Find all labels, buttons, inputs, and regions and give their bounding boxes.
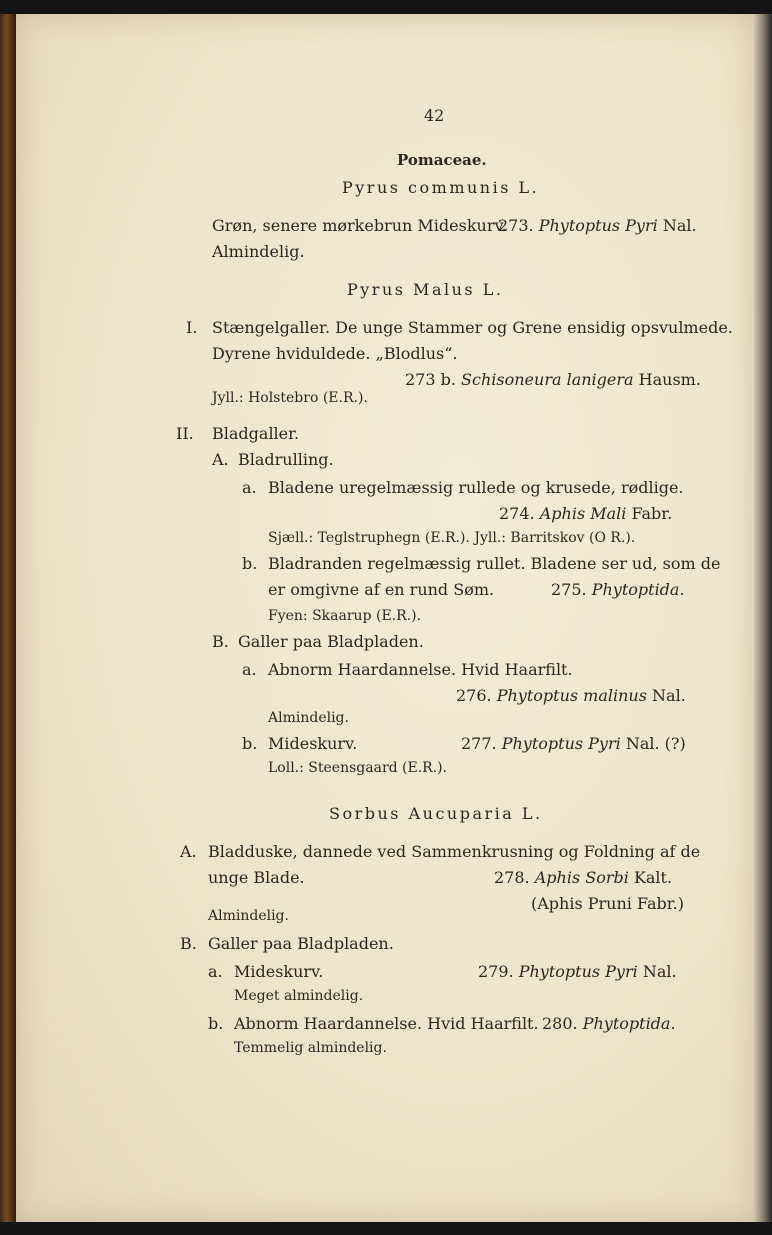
page-number: 42	[424, 106, 445, 125]
leaf-blade-galls-text: Galler paa Bladpladen.	[208, 934, 394, 953]
item-entry: 277. Phytoptus Pyri Nal. (?)	[461, 734, 686, 753]
leaf-tuft-entry: 278. Aphis Sorbi Kalt.	[494, 868, 673, 887]
leaf-blade-galls-text: Galler paa Bladpladen.	[238, 632, 424, 651]
pyrus-malus-heading: Pyrus Malus L.	[347, 280, 504, 299]
item-text: Bladene uregelmæssig rullede og krusede, rødlige.	[268, 478, 684, 497]
leaf-galls-text: Bladgaller.	[212, 424, 300, 443]
item-frequency: Temmelig almindelig.	[234, 1040, 387, 1056]
subsection-label: A.	[212, 450, 229, 469]
item-locality: Fyen: Skaarup (E.R.).	[268, 608, 422, 624]
item-label: a.	[242, 478, 257, 497]
sorbus-heading: Sorbus Aucuparia L.	[329, 804, 543, 823]
item-text-2: er omgivne af en rund Søm.	[268, 580, 495, 599]
item-locality: Loll.: Steensgaard (E.R.).	[268, 760, 448, 776]
item-label: b.	[208, 1014, 224, 1033]
item-text: Abnorm Haardannelse. Hvid Haarfilt.	[268, 660, 573, 679]
item-locality: Sjæll.: Teglstruphegn (E.R.). Jyll.: Barritskov (O R.).	[268, 530, 636, 546]
stem-galls-locality: Jyll.: Holstebro (E.R.).	[212, 390, 368, 406]
item-frequency: Almindelig.	[268, 710, 349, 726]
book-binding	[0, 14, 16, 1222]
pyrus-communis-entry: 273. Phytoptus Pyri Nal.	[498, 216, 697, 235]
subsection-label: A.	[180, 842, 197, 861]
item-text: Mideskurv.	[234, 962, 324, 981]
leaf-tuft-frequency: Almindelig.	[208, 908, 289, 924]
stem-galls-entry: 273 b. Schisoneura lanigera Hausm.	[405, 370, 701, 389]
section-numeral: II.	[176, 424, 194, 443]
item-entry: 280. Phytoptida.	[542, 1014, 676, 1033]
item-frequency: Meget almindelig.	[234, 988, 364, 1004]
page-edge	[754, 14, 772, 1222]
item-label: a.	[242, 660, 257, 679]
pyrus-communis-heading: Pyrus communis L.	[342, 178, 540, 197]
pyrus-communis-description: Grøn, senere mørkebrun Mideskurv.	[212, 216, 507, 235]
item-text: Mideskurv.	[268, 734, 358, 753]
leaf-tuft-synonym: (Aphis Pruni Fabr.)	[531, 894, 684, 913]
stem-galls-text: Stængelgaller. De unge Stammer og Grene ensidig opsvulmede.	[212, 318, 733, 337]
item-entry: 279. Phytoptus Pyri Nal.	[478, 962, 677, 981]
book-page	[16, 14, 754, 1222]
subsection-label: B.	[180, 934, 197, 953]
item-entry: 274. Aphis Mali Fabr.	[499, 504, 673, 523]
item-label: b.	[242, 734, 258, 753]
section-numeral: I.	[186, 318, 198, 337]
stem-galls-text-2: Dyrene hviduldede. „Blodlus“.	[212, 344, 458, 363]
item-entry: 275. Phytoptida.	[551, 580, 685, 599]
item-entry: 276. Phytoptus malinus Nal.	[456, 686, 686, 705]
item-label: b.	[242, 554, 258, 573]
item-text: Abnorm Haardannelse. Hvid Haarfilt.	[234, 1014, 539, 1033]
item-text: Bladranden regelmæssig rullet. Bladene ser ud, som de	[268, 554, 721, 573]
pyrus-communis-frequency: Almindelig.	[212, 242, 305, 261]
leaf-tuft-text: Bladduske, dannede ved Sammenkrusning og Foldning af de	[208, 842, 701, 861]
item-label: a.	[208, 962, 223, 981]
leaf-rolling-text: Bladrulling.	[238, 450, 334, 469]
family-heading: Pomaceae.	[397, 151, 487, 169]
leaf-tuft-text-2: unge Blade.	[208, 868, 305, 887]
subsection-label: B.	[212, 632, 229, 651]
